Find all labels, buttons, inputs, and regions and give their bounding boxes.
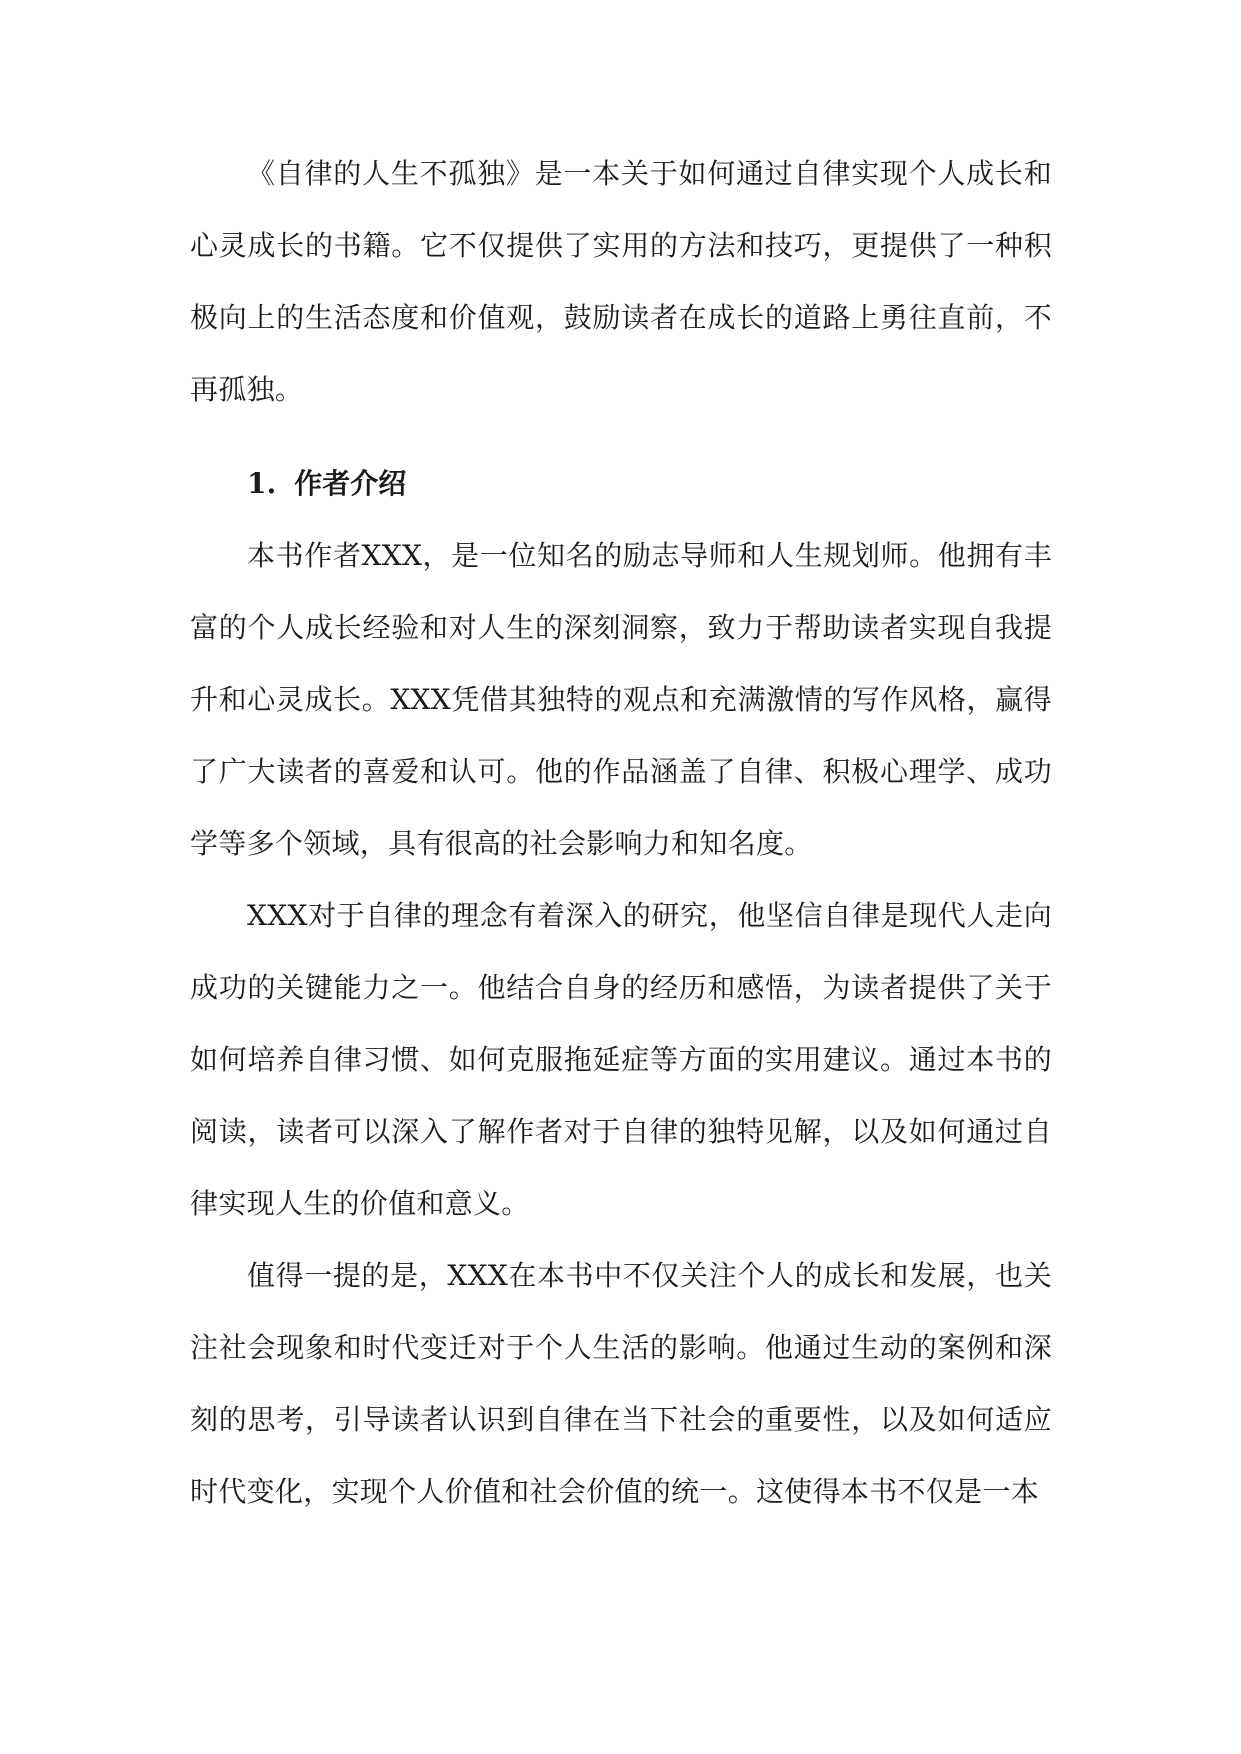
author-paragraph-2: XXX对于自律的理念有着深入的研究，他坚信自律是现代人走向成功的关键能力之一。他结合自身的经历和感悟，为读者提供了关于如何培养自律习惯、如何克服拖延症等方面的实用建议。通过本书的阅读，读者可以深入了解作者对于自律的独特见解，以及如何通过自律实现人生的价值和意义。 — [190, 899, 1052, 1220]
section-number: 1. — [247, 467, 277, 500]
intro-paragraph: 《自律的人生不孤独》是一本关于如何通过自律实现个人成长和心灵成长的书籍。它不仅提供了实用的方法和技巧，更提供了一种积极向上的生活态度和价值观，鼓励读者在成长的道路上勇往直前，不再孤独。 — [190, 157, 1052, 406]
document-body — [190, 138, 1052, 1528]
section-heading — [190, 448, 1052, 520]
section-title: 作者介绍 — [294, 467, 407, 500]
author-paragraph-3: 值得一提的是，XXX在本书中不仅关注个人的成长和发展，也关注社会现象和时代变迁对于个人生活的影响。他通过生动的案例和深刻的思考，引导读者认识到自律在当下社会的重要性，以及如何适应时代变化，实现个人价值和社会价值的统一。这使得本书不仅是一本 — [190, 1259, 1052, 1508]
author-paragraph-1: 本书作者XXX，是一位知名的励志导师和人生规划师。他拥有丰富的个人成长经验和对人生的深刻洞察，致力于帮助读者实现自我提升和心灵成长。XXX凭借其独特的观点和充满激情的写作风格，赢得了广大读者的喜爱和认可。他的作品涵盖了自律、积极心理学、成功学等多个领域，具有很高的社会影响力和知名度。 — [190, 539, 1052, 860]
